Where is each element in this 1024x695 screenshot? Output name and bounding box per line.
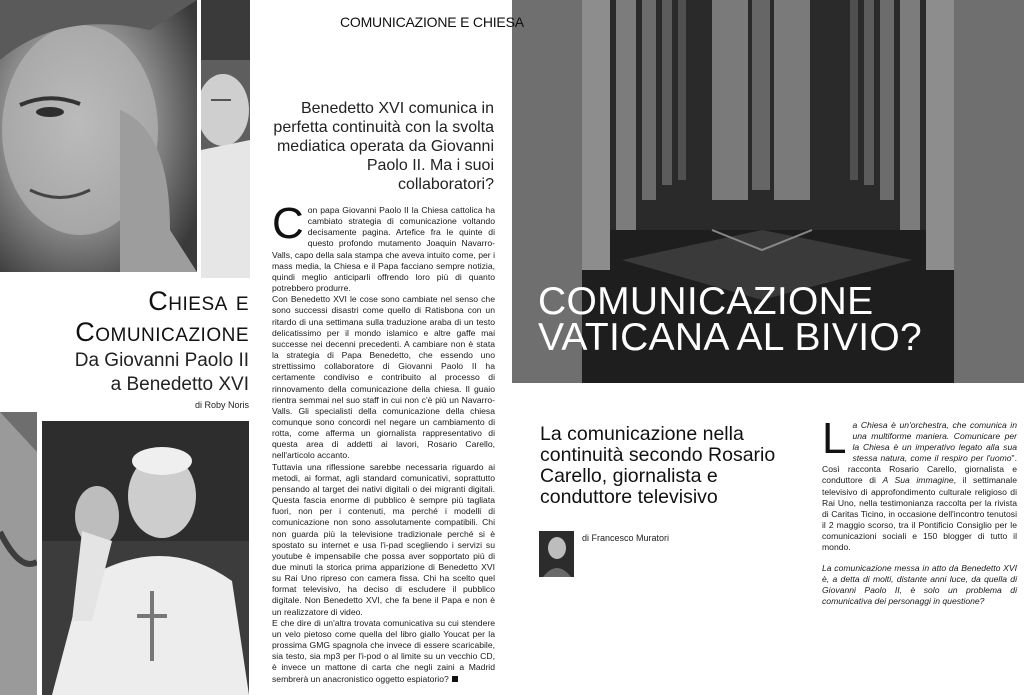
article-title-block (0, 286, 249, 410)
dropcap-l: L (822, 414, 847, 463)
feature-headline-line-2: VATICANA AL BIVIO? (538, 316, 922, 359)
photo-benedict-xvi-smiling (201, 0, 250, 278)
interview-headline: La comunicazione nella continuità secondo Rosario Carello, giornalista e conduttore televisivo (540, 423, 776, 508)
photo-benedict-xvi-waving (42, 421, 249, 695)
subtitle-line-1: Da Giovanni Paolo II (74, 350, 249, 371)
interview-body (822, 414, 1018, 608)
paragraph-2: Con Benedetto XVI le cose sono cambiate nel senso che sono successi disastri come quello di Ratisbona con un ritardo di una settimana sulla traduzione araba di un testo delicatissimo per il mondo islamico e altre gaffe mai successe nei decenni precedenti. A cambiare non è stata la strategia di Papa Benedetto, che essendo uno strettissimo collaboratore di Giovanni Paolo II ha certamente condiviso e contribuito al processo di rinnovamento della comunicazione della chiesa. Il guaio rientra semmai nel suo staff in cui non c'è più un Navarro-Valls. Gli specialisti della comunicazione della chiesa comunque sono concordi nel negare un cambiamento di rotta, come afferma un giornalista rappresentativo di questa area di addetti ai lavori, Rosario Carello, nell'articolo accanto. (272, 294, 495, 461)
main-article-body (272, 199, 495, 685)
interview-intro-rest-2: , il settimanale televisivo di approfondimento culturale religioso di Rai Uno, nella testimonianza raccolta per la rivista di Caritas Ticino, in occasione dell'incontro tenutosi il 2 maggio scorso, tra il Pontificio Consiglio per le comunicazioni sociali e 150 blogger di tutto il mondo. (822, 475, 1018, 553)
end-mark-icon (452, 676, 458, 682)
section-kicker: COMUNICAZIONE E CHIESA (340, 14, 524, 30)
dropcap-c: C (272, 199, 304, 248)
title-line-2: Comunicazione (75, 317, 249, 347)
photo-author-thumbnail (539, 531, 574, 577)
interview-byline: di Francesco Muratori (582, 533, 670, 543)
paragraph-1: on papa Giovanni Paolo II la Chiesa cattolica ha cambiato strategia di comunicazione voltando decisamente pagina. Artefice fra le quinte di questo profondo mutamento Joaquin Navarro-Valls, capo della sala stampa che aveva intuito come, per i mass media, la Chiesa e il Papa facciano sempre notizia, quindi meglio anticiparli offrendo loro più di quanto potrebbero produrre. (272, 205, 495, 294)
title-line-1: Chiesa e (148, 286, 249, 316)
photo-john-paul-ii (0, 0, 197, 272)
feature-headline (538, 280, 1018, 359)
interview-intro-rest-1: ". Così racconta Rosario Carello, giornalista e conduttore di (822, 453, 1017, 486)
byline-left: di Roby Noris (194, 400, 249, 410)
deck-text: Benedetto XVI comunica in perfetta continuità con la svolta mediatica operata da Giovanni Paolo II. Ma i suoi collaboratori? (273, 100, 494, 193)
photo-strip (0, 412, 37, 695)
paragraph-3: Tuttavia una riflessione sarebbe necessaria riguardo ai metodi, ai format, agli standard comunicativi, soprattutto pensando al target dei nativi digitali o dei migranti digitali. Questa fascia enorme di pubblico è sempre più tagliata fuori, non per i contenuti, ma perché i modelli di comunicazione non sono assolutamente compatibili. Chi non guarda più la televisione tradizionale perché si è spostato su internet e usa l'i-pad scegliendo i servizi su youtube è impensabile che possa aver sopportato più di due minuti la storica prima apparizione di Benedetto XVI su Rai Uno ripreso con camera fissa. Chi ha scelto quel format televisivo, ha deciso di escludere il pubblico digitale. Non Benedetto XVI, che fa bene il Papa e non è un realizzatore di video. (272, 461, 495, 617)
interview-intro-italic: a Chiesa è un'orchestra, che comunica in una multiforme maniera. Comunicare per la Chiesa è un imperativo legato alla sua stessa natura, come il respiro per l'uomo (852, 420, 1017, 464)
interview-question: La comunicazione messa in atto da Benedetto XVI è, a detta di molti, distante anni luce, da quella di Giovanni Paolo II, è solo un problema di comunicativa dei personaggi in questione? (822, 563, 1017, 607)
feature-headline-line-1: COMUNICAZIONE (538, 280, 874, 323)
subtitle-line-2: a Benedetto XVI (110, 374, 249, 395)
show-title: A Sua immagine (882, 475, 954, 486)
paragraph-4: E che dire di un'altra trovata comunicativa su cui stendere un velo pietoso come quella del libro giallo Youcat per la prossima GMG spagnola che invece di essere scaricabile, sia testo, sia mp3 per l'i-pod o al limite su un vecchio CD, è invece un mattone di carta che negli zaini a Madrid sembrerà un anacronistico oggetto espiatorio? (272, 617, 495, 684)
